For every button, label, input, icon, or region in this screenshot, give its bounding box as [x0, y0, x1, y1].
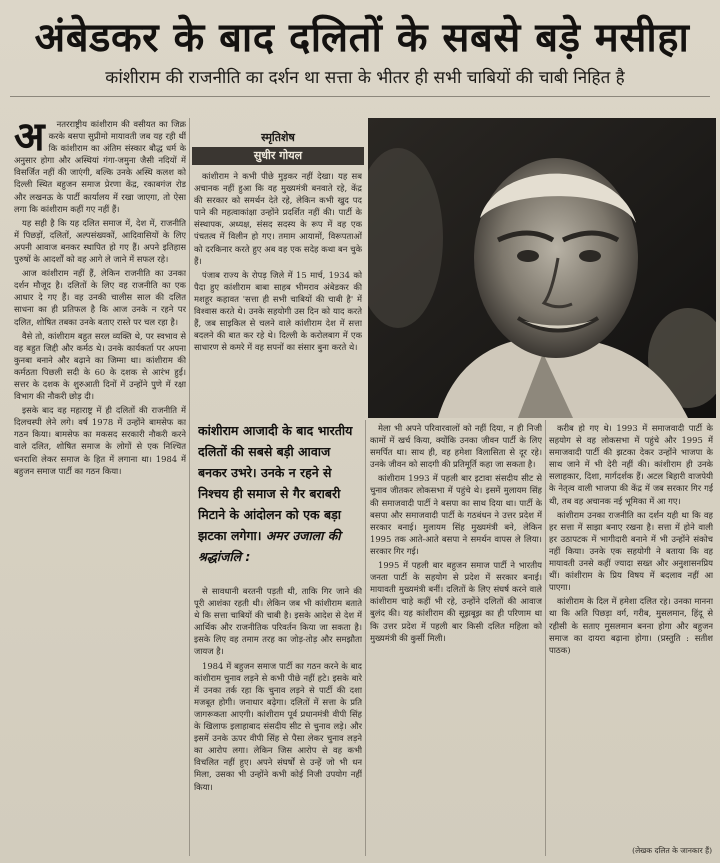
article-column-2 [194, 170, 362, 410]
paragraph: से सावधानी बरतनी पड़ती थी, ताकि गिर जाने की पूरी आशंका रहती थी। लेकिन जब भी कांशीराम बताते थे कि सत्ता चाबियों की चाबी है। इसके आदेश से देश में आर्थिक और राजनीतिक परिवर्तन किया जा सकता है। इसके लिए वह तमाम तरह का जोड़-तोड़ और समझौता जायज है। [194, 586, 362, 657]
divider [10, 96, 710, 97]
column-divider [545, 420, 546, 856]
paragraph: कांशीराम के दिल में हमेशा दलित रहे। उनका मानना था कि अति पिछड़ा वर्ग, गरीब, मुसलमान, हिंदू से रहीसी के सताए मुसलमान बनना होगा और बहुजन समाज का दायरा बढ़ाना होगा। (प्रस्तुति : सतीश पाठक) [549, 596, 713, 655]
portrait-photo [368, 118, 716, 418]
paragraph: करीब हो गए थे। 1993 में समाजवादी पार्टी के सहयोग से वह लोकसभा में पहुंचे और 1995 में समाजवादी पार्टी की झटका देकर उन्होंने भाजपा के साथ जाने में भी देरी नहीं की। कांशीराम ही उनके सलाहकार, दिशा, मार्गदर्शक हैं। अटल बिहारी वाजपेयी के नेतृत्व वाली भाजपा की केंद्र में जब सरकार गिर गई थी, तब वह अचानक नई भूमिका में आ गए। [549, 423, 713, 506]
paragraph: यह सही है कि यह दलित समाज में, देश में, राजनीति में पिछड़ों, दलितों, अल्पसंख्यकों, आदिवासियों के लिए अपनी आवाज बनकर स्थापित हो गए हैं। अपने इतिहास पुरुषों के आदर्शों को वह आगे ले जाने में सफल रहे। [14, 217, 186, 265]
column-tag: स्मृतिशेष [261, 131, 295, 144]
drop-cap: अ [14, 118, 45, 160]
paragraph: इसके बाद वह महाराष्ट्र में ही दलितों की राजनीति में दिलचस्पी लेने लगे। वर्ष 1978 में उन्होंने बामसेफ का गठन किया। बामसेफ का मकसद सरकारी नौकरी करने वाले दलित, शोषित समाज के लोगों से एक निश्चित धनराशि लेकर समाज के हित में लगाना था। 1984 में बहुजन समाज पार्टी का गठन किया। [14, 405, 186, 476]
article-column-4 [549, 422, 713, 842]
paragraph: कांशीराम ने कभी पीछे मुड़कर नहीं देखा। यह सब अचानक नहीं हुआ कि वह मुख्यमंत्री बनवाते रहे, केंद्र की सरकार को समर्थन देते रहे, लेकिन कभी खुद पद पाने की महत्वाकांक्षा उन्होंने प्रदर्शित नहीं की। पार्टी के संस्थापक, अध्यक्ष, संसद सदस्य के रूप में वह एक पंचतत्व में विलीन हो गए। तमाम आयामों, विरूपताओं को दरकिनार करते हुए अब वह एक सदेह कथा बन चुके हैं। [194, 171, 362, 266]
paragraph: मेला भी अपने परिवारवालों को नहीं दिया, न ही निजी कामों में खर्च किया, क्योंकि उनका जीवन पार्टी के लिए समर्पित था। साथ ही, वह हमेशा विलासिता से दूर रहे। उनके जीवन को सादगी की प्रतिमूर्ति कहा जा सकता है। [370, 423, 542, 470]
article-column-2-continued [194, 585, 362, 856]
author-note: (लेखक दलित के जानकार हैं) [632, 846, 712, 855]
paragraph: नतरराष्ट्रीय कांशीराम की वसीयत का जिक्र करके बसपा सुप्रीमो मायावती जब यह रही थीं कि कांशीराम का अंतिम संस्कार बौद्ध धर्म के अनुसार होगा और अस्थियां गंगा-जमुना जैसी नदियों में विसर्जित नहीं की जाएंगी, बल्कि उनके अस्थि कलश को दिल्ली स्थित बहुजन समाज प्रेरणा केंद्र, रकाबगंज रोड और लखनऊ के पार्टी कार्यालय में रखा जाएगा, तो ऐसा लगा कि कांशीराम कहीं गए नहीं हैं। [14, 119, 186, 214]
subheadline: कांशीराम की राजनीति का दर्शन था सत्ता के भीतर ही सभी चाबियों की चाबी निहित है [105, 68, 625, 88]
pull-quote [198, 420, 360, 578]
pull-quote-source: अमर उजाला की श्रद्धांजलि : [198, 528, 341, 564]
article-column-3 [370, 422, 542, 856]
article-column-1 [14, 118, 186, 856]
paragraph: पंजाब राज्य के रोपड़ जिले में 15 मार्च, 1934 को पैदा हुए कांशीराम बाबा साहब भीमराव अंबेडकर की मशहूर कहावत 'सत्ता ही सभी चाबियों की चाबी है' में विश्वास करते थे। उनके सहयोगी उस दिन को याद करते हैं, जब साइकिल से चलने वाले कांशीराम देश में सत्ता बदलने की बात कर रहे थे। दिल्ली के करोलबाग में एक साधारण से कमरे में वह सपनों का संसार बुना करते थे। [194, 269, 362, 353]
headline: अंबेडकर के बाद दलितों के सबसे बड़े मसीहा [34, 15, 690, 61]
paragraph: कांशीराम 1993 में पहली बार इटावा संसदीय सीट से चुनाव जीतकर लोकसभा में पहुंचे थे। इसमें मुलायम सिंह की समाजवादी पार्टी ने बसपा का साथ दिया था। पार्टी के बसपा और समाजवादी पार्टी के गठबंधन ने उत्तर प्रदेश में सरकार बनाई। मुलायम सिंह मुख्यमंत्री बने, लेकिन 1995 तक आते-आते बसपा ने समर्थन वापस ले लिया। सरकार गिर गई। [370, 473, 542, 556]
paragraph: 1995 में पहली बार बहुजन समाज पार्टी ने भारतीय जनता पार्टी के सहयोग से प्रदेश में सरकार बनाई। मायावती मुख्यमंत्री बनीं। दलितों के लिए संघर्ष करने वाले कांशीराम चाहे कहीं भी रहे, उन्होंने दलितों की आवाज बुलंद की। यह कांशीराम की सूझबूझ का ही परिणाम था कि उत्तर प्रदेश में पहली बार किसी दलित महिला को मुख्यमंत्री की कुर्सी मिली। [370, 560, 542, 643]
paragraph: 1984 में बहुजन समाज पार्टी का गठन करने के बाद कांशीराम चुनाव लड़ने से कभी पीछे नहीं हटे। इसके बारे में उनका तर्क रहा कि चुनाव लड़ने से पार्टी की दशा मजबूत होगी। जनाधार बढ़ेगा। दलितों में सत्ता के प्रति जागरूकता आएगी। कांशीराम पूर्व प्रधानमंत्री वीपी सिंह के खिलाफ इलाहाबाद संसदीय सीट से चुनाव लड़े। और इसमें उनके ऊपर वीपी सिंह से पैसा लेकर चुनाव लड़ने का आरोप लगा। लेकिन जिस आरोप से वह कभी विचलित नहीं हुए। अपने संघर्षों से उन्हें जो भी धन मिला, उसका भी उन्होंने कभी कोई निजी उपयोग नहीं किया। [194, 660, 362, 792]
paragraph: कांशीराम उनका राजनीति का दर्शन यही था कि वह हर सत्ता में साझा बनाए रखना है। सत्ता में होने वाली हर उठापटक में भागीदारी बनाने में भी उन्होंने संकोच नहीं किया। उनके एक सहयोगी ने बताया कि वह मायावती उनसे कहीं ज्यादा सख्त और अनुशासनप्रिय थीं। कांशीराम के प्रिय विषय में बदलाव नहीं आ पाएगा। [549, 509, 713, 593]
pull-quote-text: कांशीराम आजादी के बाद भारतीय दलितों की सबसे बड़ी आवाज बनकर उभरे। उनके न रहने से निश्चय ही समाज से गैर बराबरी मिटाने के आंदोलन को एक बड़ा झटका लगेगा। [198, 423, 353, 543]
byline: सुधीर गोयल [192, 147, 364, 165]
column-divider [365, 420, 366, 856]
portrait-illustration [368, 118, 716, 418]
paragraph: वैसे तो, कांशीराम बहुत सरल व्यक्ति थे, पर स्वभाव से वह बहुत जिद्दी और कर्मठ थे। उनके कार्यकर्ता पर अपना कुनबा बनाने और बढ़ाने का जिम्मा था। कांशीराम की कर्मठता पिछली सदी के 60 के दशक से आरंभ हुई। सत्तर के दशक के शुरुआती दिनों में उन्होंने पुणे में रक्षा विभाग की नौकरी छोड़ दी। [14, 330, 186, 402]
paragraph: आज कांशीराम नहीं हैं, लेकिन राजनीति का उनका दर्शन मौजूद है। दलितों के लिए वह राजनीति का एक आधार दे गए हैं। वह उनकी चालीस साल की दलित साधना का ही प्रतिफल है कि आज उनके न रहने पर दलित, शोषित तबका उनके बताए रास्ते पर चल रहा है। [14, 268, 186, 327]
column-divider [189, 118, 190, 856]
